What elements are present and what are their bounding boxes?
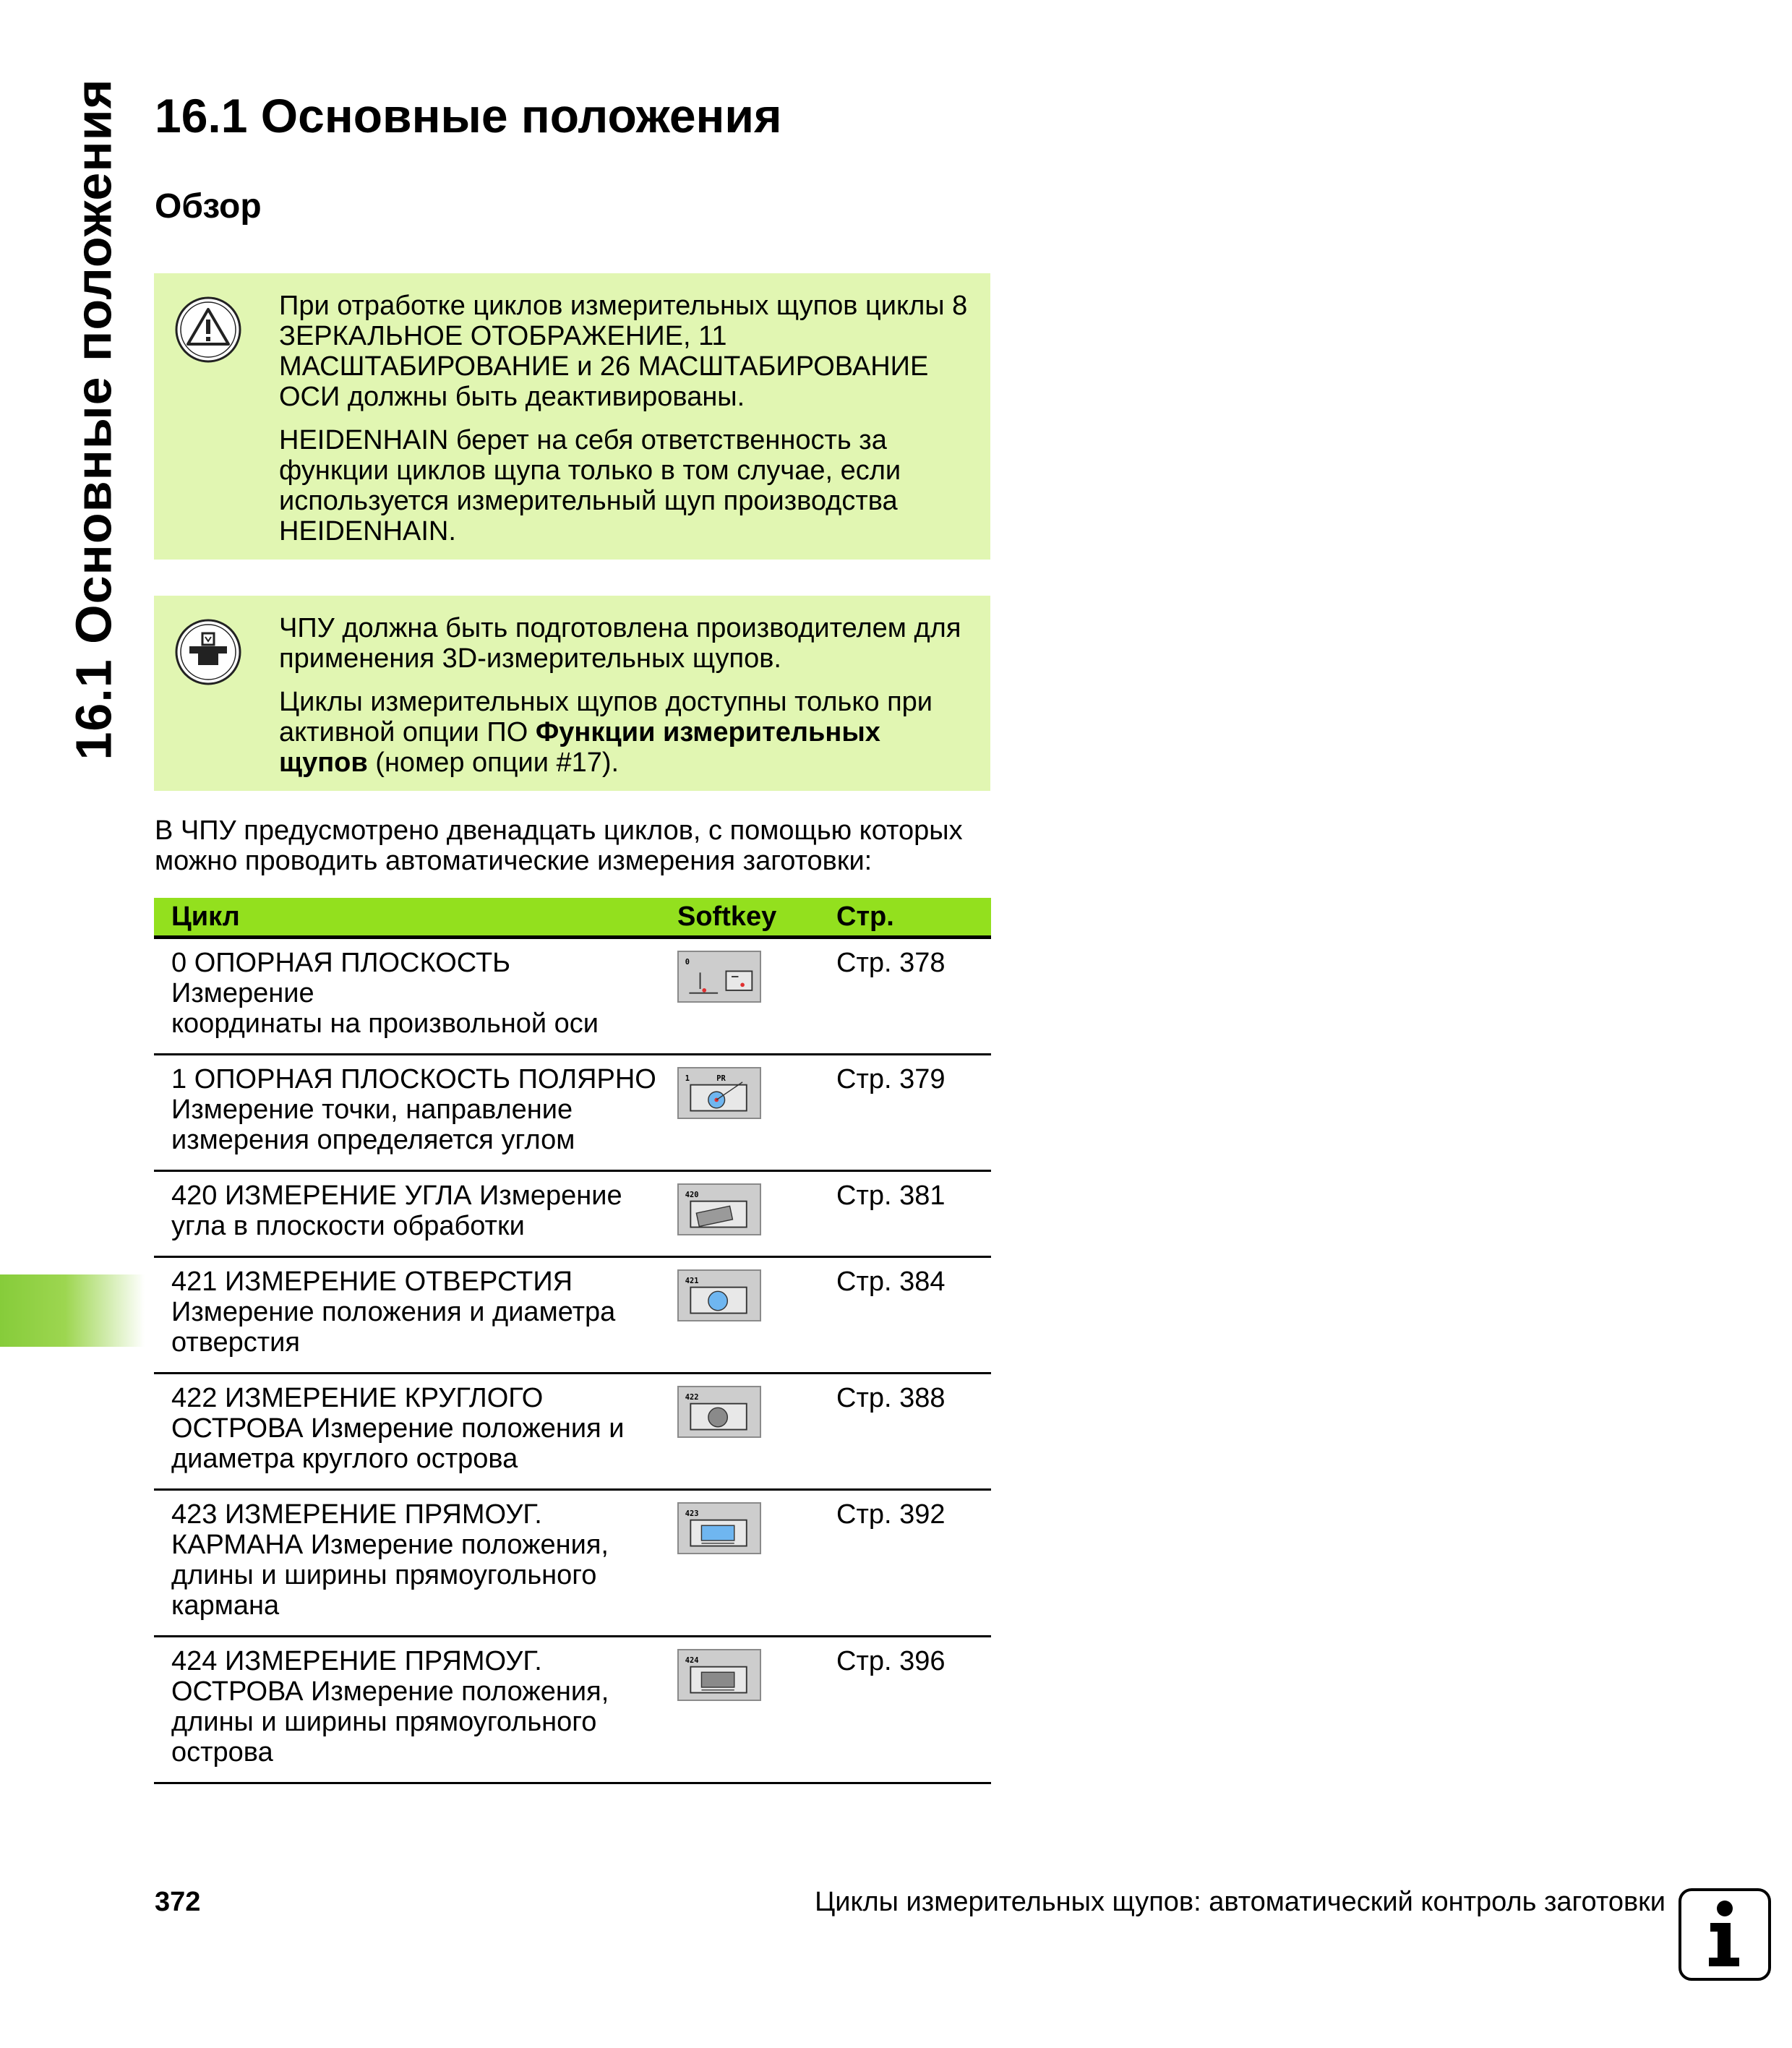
page-number: 372 [155, 1887, 201, 1917]
page-ref: Стр. 384 [826, 1257, 991, 1374]
footer-chapter-title: Циклы измерительных щупов: автоматический контроль заготовки [815, 1887, 1665, 1917]
page-ref: Стр. 378 [826, 938, 991, 1055]
softkey-cycle-421[interactable] [677, 1269, 761, 1321]
chapter-tab-marker [0, 1274, 145, 1347]
side-chapter-title: 16.1 Основные положения [66, 78, 122, 760]
softkey-cycle-424[interactable] [677, 1649, 761, 1701]
header-cycle: Цикл [154, 898, 660, 938]
header-softkey: Softkey [660, 898, 826, 938]
option-name: Функции измерительных щупов [279, 717, 880, 778]
cycle-description: 420 ИЗМЕРЕНИЕ УГЛА Измерение угла в плоскости обработки [154, 1171, 660, 1257]
page-ref: Стр. 392 [826, 1490, 991, 1637]
machine-text-1: ЧПУ должна быть подготовлена производителем для применения 3D-измерительных щупов. [279, 613, 961, 674]
svg-text:424: 424 [685, 1656, 699, 1665]
svg-text:0: 0 [685, 958, 690, 967]
warning-text-1: При отработке циклов измерительных щупов циклы 8 ЗЕРКАЛЬНОЕ ОТОБРАЖЕНИЕ, 11 МАСШТАБИРОВАНИЕ и 26 МАСШТАБИРОВАНИЕ ОСИ должны быть деактивированы. [279, 291, 968, 412]
table-row [154, 1171, 991, 1257]
machine-icon [173, 617, 243, 687]
svg-text:1: 1 [685, 1074, 690, 1083]
softkey-cycle-420[interactable] [677, 1183, 761, 1235]
svg-text:420: 420 [685, 1191, 699, 1199]
header-page: Стр. [826, 898, 991, 938]
cycle-description: 421 ИЗМЕРЕНИЕ ОТВЕРСТИЯ Измерение положения и диаметра отверстия [154, 1257, 660, 1374]
table-row [154, 938, 991, 1055]
table-row [154, 1257, 991, 1374]
cycle-description: 0 ОПОРНАЯ ПЛОСКОСТЬ Измерение координаты на произвольной оси [154, 938, 660, 1055]
svg-text:423: 423 [685, 1509, 699, 1518]
cycle-description: 422 ИЗМЕРЕНИЕ КРУГЛОГО ОСТРОВА Измерение положения и диаметра круглого острова [154, 1374, 660, 1490]
svg-text:PR: PR [716, 1074, 726, 1083]
intro-text: В ЧПУ предусмотрено двенадцать циклов, с помощью которых можно проводить автоматические измерения заготовки: [155, 815, 963, 876]
softkey-cycle-1[interactable] [677, 1067, 761, 1119]
section-title: Обзор [155, 187, 262, 226]
cycles-table [154, 898, 991, 1784]
page-ref: Стр. 379 [826, 1055, 991, 1171]
machine-note [154, 596, 990, 791]
softkey-cycle-423[interactable] [677, 1502, 761, 1554]
page-ref: Стр. 381 [826, 1171, 991, 1257]
svg-text:421: 421 [685, 1277, 699, 1285]
warning-icon [173, 295, 243, 364]
info-icon[interactable] [1679, 1888, 1771, 1981]
table-row [154, 1374, 991, 1490]
table-row [154, 1490, 991, 1637]
cycle-description: 1 ОПОРНАЯ ПЛОСКОСТЬ ПОЛЯРНО Измерение точки, направление измерения определяется углом [154, 1055, 660, 1171]
table-row [154, 1637, 991, 1783]
page-ref: Стр. 396 [826, 1637, 991, 1783]
table-row [154, 1055, 991, 1171]
table-header-row [154, 898, 991, 938]
cycle-description: 424 ИЗМЕРЕНИЕ ПРЯМОУГ. ОСТРОВА Измерение положения, длины и ширины прямоугольного острова [154, 1637, 660, 1783]
warning-text-2: HEIDENHAIN берет на себя ответственность за функции циклов щупа только в том случае, если используется измерительный щуп производства HEIDENHAIN. [279, 425, 901, 547]
svg-text:422: 422 [685, 1393, 699, 1402]
cycle-description: 423 ИЗМЕРЕНИЕ ПРЯМОУГ. КАРМАНА Измерение положения, длины и ширины прямоугольного кармана [154, 1490, 660, 1637]
warning-note [154, 273, 990, 560]
softkey-cycle-0[interactable] [677, 951, 761, 1003]
softkey-cycle-422[interactable] [677, 1386, 761, 1438]
machine-text-2: Циклы измерительных щупов доступны только при активной опции ПО Функции измерительных щупов (номер опции #17). [279, 687, 933, 778]
page-title: 16.1 Основные положения [155, 89, 782, 142]
page-ref: Стр. 388 [826, 1374, 991, 1490]
